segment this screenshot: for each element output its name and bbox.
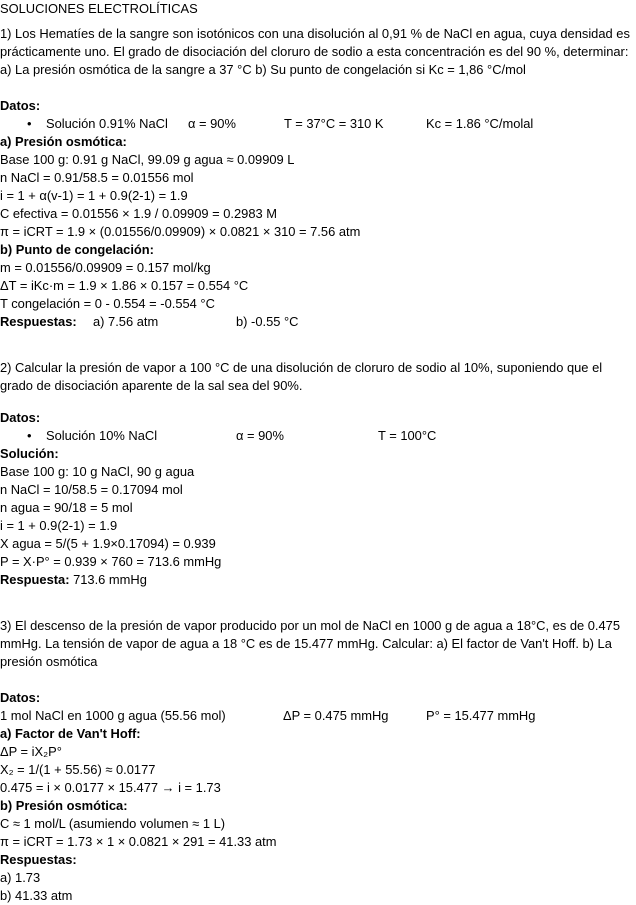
datos-item: ΔP = 0.475 mmHg xyxy=(283,708,389,723)
problem-2-datos-row xyxy=(0,427,636,445)
datos-item: Solución 10% NaCl xyxy=(46,428,158,443)
calc-line: X₂ = 1/(1 + 55.56) ≈ 0.0177 xyxy=(0,762,156,777)
answer-a: a) 7.56 atm xyxy=(93,314,159,329)
calc-line: X agua = 5/(5 + 1.9×0.17094) = 0.939 xyxy=(0,536,216,551)
calc-line: P = X·P° = 0.939 × 760 = 713.6 mmHg xyxy=(0,554,222,569)
problem-3-datos-label: Datos: xyxy=(0,690,41,705)
problem-1-datos-label: Datos: xyxy=(0,98,41,113)
calc-line: ΔP = iX₂P° xyxy=(0,744,62,759)
calc-line: C efectiva = 0.01556 × 1.9 / 0.09909 = 0.2983 M xyxy=(0,206,277,221)
problem-3-datos-row xyxy=(0,707,636,725)
answer-label: Respuesta: xyxy=(0,572,70,587)
problem-3-part-b-title: b) Presión osmótica: xyxy=(0,798,128,813)
problem-3-statement: 3) El descenso de la presión de vapor producido por un mol de NaCl en 1000 g de agua a 18°C, es de 0.475 mmHg. La tensión de vapor de agua a 18 °C es de 15.477 mmHg. Calcular: a) El factor de Van't Hoff. b) La presión osmótica xyxy=(0,618,621,669)
calc-line: Base 100 g: 10 g NaCl, 90 g agua xyxy=(0,464,195,479)
answers-label: Respuestas: xyxy=(0,314,77,329)
calc-line: Base 100 g: 0.91 g NaCl, 99.09 g agua ≈ 0.09909 L xyxy=(0,152,295,167)
answer-value: 713.6 mmHg xyxy=(69,572,147,587)
datos-item: Solución 0.91% NaCl xyxy=(46,116,168,131)
datos-item: T = 100°C xyxy=(378,428,437,443)
problem-1-statement: 1) Los Hematíes de la sangre son isotónicos con una disolución al 0,91 % de NaCl en agua, cuya densidad es prácticamente uno. El grado de disociación del cloruro de sodio a esta concentración es del 90 %, determinar: a) La presión osmótica de la sangre a 37 °C b) Su punto de congelación si Kc = 1,86 °C/mol xyxy=(0,26,630,77)
calc-line: i = 1 + α(v-1) = 1 + 0.9(2-1) = 1.9 xyxy=(0,188,188,203)
answer-b: b) -0.55 °C xyxy=(236,314,299,329)
problem-1-answers-row xyxy=(0,313,636,331)
problem-3-answers-label: Respuestas: xyxy=(0,852,77,867)
datos-item: Kc = 1.86 °C/molal xyxy=(426,116,534,131)
problem-2-answer xyxy=(0,571,147,589)
problem-1-part-a-title: a) Presión osmótica: xyxy=(0,134,127,149)
calc-line: n NaCl = 10/58.5 = 0.17094 mol xyxy=(0,482,183,497)
problem-2-solution-label: Solución: xyxy=(0,446,59,461)
document-title: SOLUCIONES ELECTROLÍTICAS xyxy=(0,1,198,16)
bullet: • xyxy=(27,428,32,443)
bullet: • xyxy=(27,116,32,131)
problem-3-part-a-title: a) Factor de Van't Hoff: xyxy=(0,726,141,741)
answer-line: b) 41.33 atm xyxy=(0,888,73,903)
calc-line: T congelación = 0 - 0.554 = -0.554 °C xyxy=(0,296,215,311)
calc-line: i = 1 + 0.9(2-1) = 1.9 xyxy=(0,518,118,533)
calc-line: C ≈ 1 mol/L (asumiendo volumen ≈ 1 L) xyxy=(0,816,226,831)
answer-line: a) 1.73 xyxy=(0,870,41,885)
calc-line: π = iCRT = 1.9 × (0.01556/0.09909) × 0.0821 × 310 = 7.56 atm xyxy=(0,224,361,239)
problem-2-datos-label: Datos: xyxy=(0,410,41,425)
datos-item: α = 90% xyxy=(236,428,284,443)
datos-item: P° = 15.477 mmHg xyxy=(426,708,536,723)
calc-line: n agua = 90/18 = 5 mol xyxy=(0,500,133,515)
datos-item: 1 mol NaCl en 1000 g agua (55.56 mol) xyxy=(0,708,226,723)
calc-line: m = 0.01556/0.09909 = 0.157 mol/kg xyxy=(0,260,211,275)
datos-item: T = 37°C = 310 K xyxy=(284,116,384,131)
problem-2-statement: 2) Calcular la presión de vapor a 100 °C de una disolución de cloruro de sodio al 10%, suponiendo que el grado de disociación aparente de la sal sea del 90%. xyxy=(0,360,603,393)
calc-line: n NaCl = 0.91/58.5 = 0.01556 mol xyxy=(0,170,194,185)
problem-1-part-b-title: b) Punto de congelación: xyxy=(0,242,154,257)
datos-item: α = 90% xyxy=(188,116,236,131)
problem-1-datos-row xyxy=(0,115,636,133)
calc-line: ΔT = iKc·m = 1.9 × 1.86 × 0.157 = 0.554 °C xyxy=(0,278,249,293)
calc-line: π = iCRT = 1.73 × 1 × 0.0821 × 291 = 41.33 atm xyxy=(0,834,277,849)
calc-line: 0.475 = i × 0.0177 × 15.477 → i = 1.73 xyxy=(0,780,221,795)
